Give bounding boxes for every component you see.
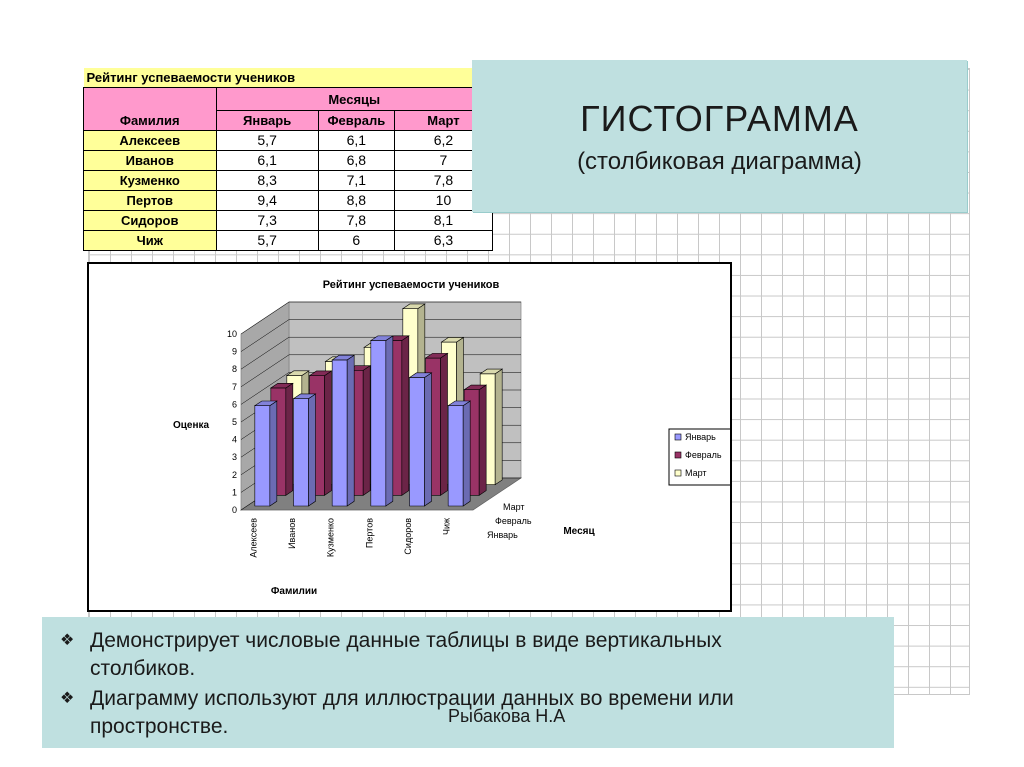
bar-side: [309, 394, 316, 506]
table-title: Рейтинг успеваемости учеников: [84, 68, 493, 88]
bar-side: [286, 383, 293, 495]
bar-side: [495, 369, 502, 485]
diamond-bullet-icon: ❖: [60, 690, 75, 707]
legend-swatch: [675, 470, 681, 476]
score-cell: 8,8: [318, 191, 394, 211]
legend-swatch: [675, 452, 681, 458]
depth-label: Март: [503, 502, 525, 512]
bar-front: [255, 406, 270, 506]
score-cell: 7,8: [394, 171, 492, 191]
bar-front: [294, 399, 309, 506]
bar: [255, 401, 277, 506]
bar-side: [441, 353, 448, 495]
x-axis-label: Фамилии: [270, 586, 318, 597]
month-header-mar: Март: [394, 111, 492, 131]
category-label: Пертов: [364, 518, 375, 549]
score-cell: 7,8: [318, 211, 394, 231]
category-label: Чиж: [441, 518, 452, 536]
legend-label: Февраль: [685, 450, 722, 460]
score-cell: 8,3: [216, 171, 318, 191]
table-row: [84, 171, 493, 191]
author-name: Рыбакова Н.А: [448, 706, 566, 726]
bullet-text: Демонстрирует числовые данные таблицы в виде вертикальных столбиков.: [90, 629, 722, 680]
depth-axis-label: Месяц: [563, 526, 595, 537]
rating-table: [83, 68, 493, 251]
bullet-item: [60, 685, 810, 741]
bullet-text: Диаграмму используют для иллюстрации данных во времени или простронстве.: [90, 687, 734, 738]
table-row: [84, 231, 493, 251]
score-cell: 5,7: [216, 231, 318, 251]
y-tick-label: 9: [231, 346, 237, 357]
chart-frame: [87, 262, 732, 612]
bar-chart-3d: [89, 264, 730, 610]
legend-label: Март: [685, 468, 707, 478]
y-tick-label: 6: [231, 399, 237, 410]
category-label: Кузменко: [325, 518, 336, 558]
category-label: Иванов: [287, 518, 297, 549]
score-cell: 7,1: [318, 171, 394, 191]
month-header-jan: Январь: [216, 111, 318, 131]
bar-front: [410, 378, 425, 506]
y-tick-label: 1: [231, 487, 237, 498]
y-tick-label: 2: [231, 469, 237, 480]
slide-title: ГИСТОГРАММА: [580, 98, 859, 139]
category-label: Сидоров: [403, 518, 413, 555]
score-cell: 6,1: [216, 151, 318, 171]
bar-side: [270, 401, 277, 506]
chart-title: Рейтинг успеваемости учеников: [322, 279, 500, 291]
y-tick-label: 7: [231, 381, 237, 392]
score-cell: 8,1: [394, 211, 492, 231]
score-cell: 6,8: [318, 151, 394, 171]
score-cell: 7: [394, 151, 492, 171]
bullet-item: [60, 627, 810, 683]
bar-side: [479, 385, 486, 495]
student-name: Пертов: [84, 191, 217, 211]
bar-front: [448, 406, 463, 506]
legend-label: Январь: [685, 432, 716, 442]
legend-swatch: [675, 434, 681, 440]
student-name: Кузменко: [84, 171, 217, 191]
student-name: Иванов: [84, 151, 217, 171]
y-tick-label: 10: [226, 329, 237, 339]
bar: [448, 401, 470, 506]
y-tick-label: 5: [231, 417, 237, 427]
surname-header: Фамилия: [84, 88, 217, 131]
bar-side: [325, 371, 332, 495]
student-name: Чиж: [84, 231, 217, 251]
student-name: Алексеев: [84, 131, 217, 151]
y-tick-label: 3: [231, 452, 237, 463]
bar-front: [371, 341, 386, 506]
score-cell: 6,3: [394, 231, 492, 251]
bar-side: [402, 336, 409, 496]
bar: [371, 336, 393, 506]
bar-side: [386, 336, 393, 506]
depth-label: Февраль: [495, 516, 532, 526]
y-tick-label: 8: [231, 364, 237, 375]
bar: [410, 373, 432, 506]
month-header-feb: Февраль: [318, 111, 394, 131]
score-cell: 6,1: [318, 131, 394, 151]
table-row: [84, 151, 493, 171]
table-row: [84, 131, 493, 151]
bar-front: [332, 360, 347, 506]
category-label: Алексеев: [248, 518, 259, 558]
score-cell: 5,7: [216, 131, 318, 151]
score-cell: 7,3: [216, 211, 318, 231]
score-cell: 6,2: [394, 131, 492, 151]
bar-side: [425, 373, 432, 506]
bar: [332, 355, 354, 506]
bar: [294, 394, 316, 506]
y-tick-label: 4: [231, 434, 237, 445]
bar-side: [347, 355, 354, 506]
bar-side: [363, 366, 370, 496]
bar-side: [463, 401, 470, 506]
y-tick-label: 0: [231, 505, 237, 515]
chart-legend: [669, 429, 730, 485]
title-box: [472, 60, 967, 212]
y-axis-label: Оценка: [172, 420, 210, 431]
score-cell: 6: [318, 231, 394, 251]
months-header: Месяцы: [216, 88, 493, 111]
table-row: [84, 211, 493, 231]
depth-label: Январь: [487, 530, 518, 540]
slide-subtitle: (столбиковая диаграмма): [577, 148, 862, 175]
table-row: [84, 191, 493, 211]
score-cell: 9,4: [216, 191, 318, 211]
score-cell: 10: [394, 191, 492, 211]
bullet-box: [42, 617, 894, 748]
diamond-bullet-icon: ❖: [60, 632, 75, 649]
student-name: Сидоров: [84, 211, 217, 231]
